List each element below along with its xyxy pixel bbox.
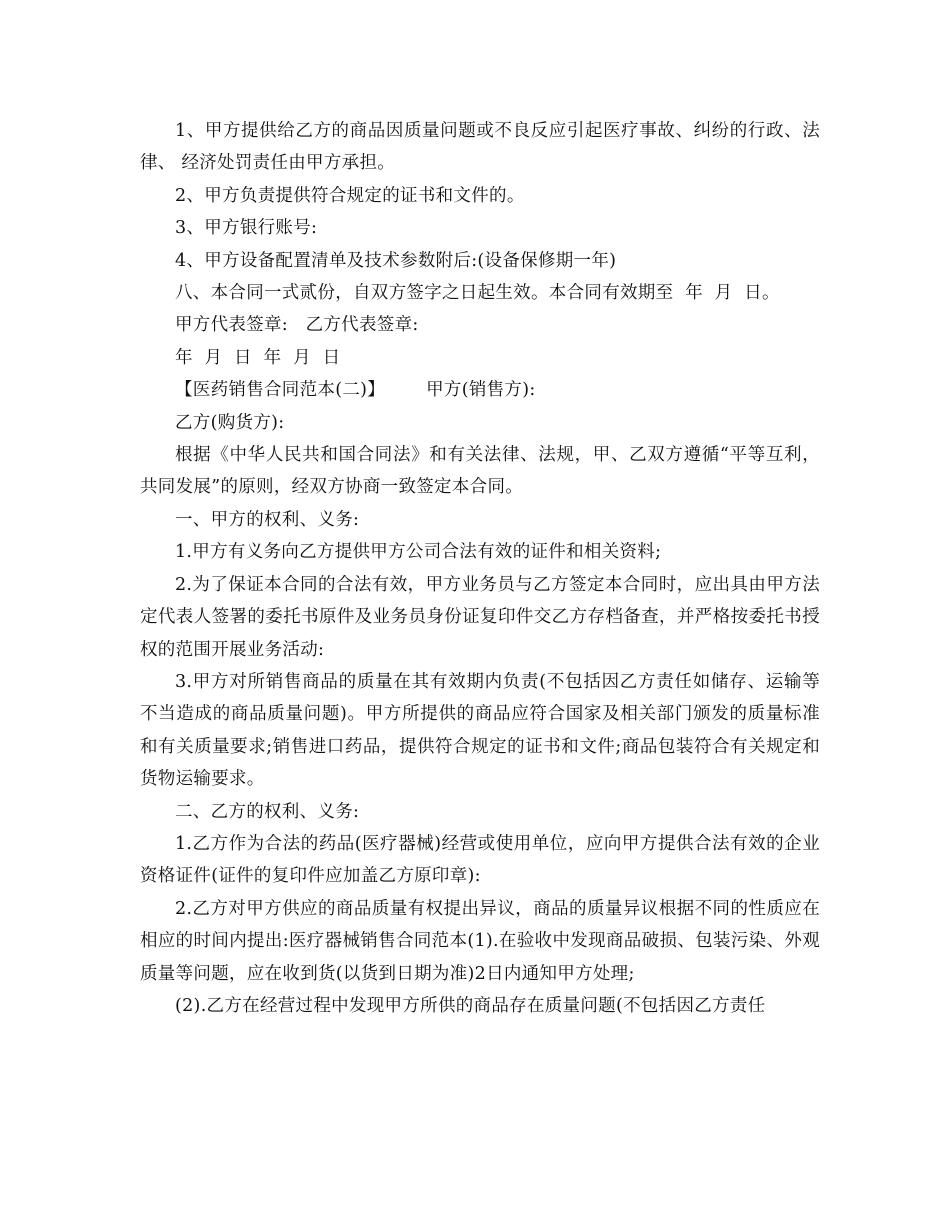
document-body <box>140 115 820 1022</box>
party-b-item-1: 1.乙方作为合法的药品(医疗器械)经营或使用单位，应向甲方提供合法有效的企业资格证件(证件的复印件应加盖乙方原印章): <box>140 833 820 887</box>
clause-2-certificates: 2、甲方负责提供符合规定的证书和文件的。 <box>175 185 525 206</box>
preamble: 根据《中华人民共和国合同法》和有关法律、法规，甲、乙双方遵循“平等互利，共同发展”的原则，经双方协商一致签定本合同。 <box>140 445 820 498</box>
party-a-item-3: 3.甲方对所销售商品的质量在其有效期内负责(不包括因乙方责任如储存、运输等不当造成的商品质量问题)。甲方所提供的商品应符合国家及相关部门颁发的质量标准和有关质量要求;销售进口药品，提供符合规定的证书和文件;商品包装符合有关规定和货物运输要求。 <box>140 671 820 790</box>
party-b-item-2-sub-2: (2).乙方在经营过程中发现甲方所供的商品存在质量问题(不包括因乙方责任 <box>175 995 766 1016</box>
clause-4-equipment-list: 4、甲方设备配置清单及技术参数附后:(设备保修期一年) <box>175 250 617 271</box>
date-line: 年 月 日 年 月 日 <box>175 347 341 368</box>
section-heading-party-a-rights: 一、甲方的权利、义务: <box>175 509 360 530</box>
signature-line: 甲方代表签章: 乙方代表签章: <box>175 315 419 336</box>
section-heading-sample-2: 【医药销售合同范本(二)】 甲方(销售方): <box>175 380 536 401</box>
clause-3-bank-account: 3、甲方银行账号: <box>175 218 318 239</box>
clause-1-liability: 1、甲方提供给乙方的商品因质量问题或不良反应引起医疗事故、纠纷的行政、法律、 经济处罚责任由甲方承担。 <box>140 121 820 174</box>
party-a-item-1: 1.甲方有义务向乙方提供甲方公司合法有效的证件和相关资料; <box>175 542 662 563</box>
party-b-buyer: 乙方(购货方): <box>175 412 285 433</box>
section-heading-party-b-rights: 二、乙方的权利、义务: <box>175 801 360 822</box>
party-b-item-2: 2.乙方对甲方供应的商品质量有权提出异议，商品的质量异议根据不同的性质应在相应的时间内提出:医疗器械销售合同范本(1).在验收中发现商品破损、包装污染、外观质量等问题，应在收到货(以货到日期为准)2日内通知甲方处理; <box>140 898 820 984</box>
party-a-item-2: 2.为了保证本合同的合法有效，甲方业务员与乙方签定本合同时，应出具由甲方法定代表人签署的委托书原件及业务员身份证复印件交乙方存档备查，并严格按委托书授权的范围开展业务活动: <box>140 574 820 660</box>
clause-8-validity: 八、本合同一式贰份，自双方签字之日起生效。本合同有效期至 年 月 日。 <box>175 283 780 304</box>
